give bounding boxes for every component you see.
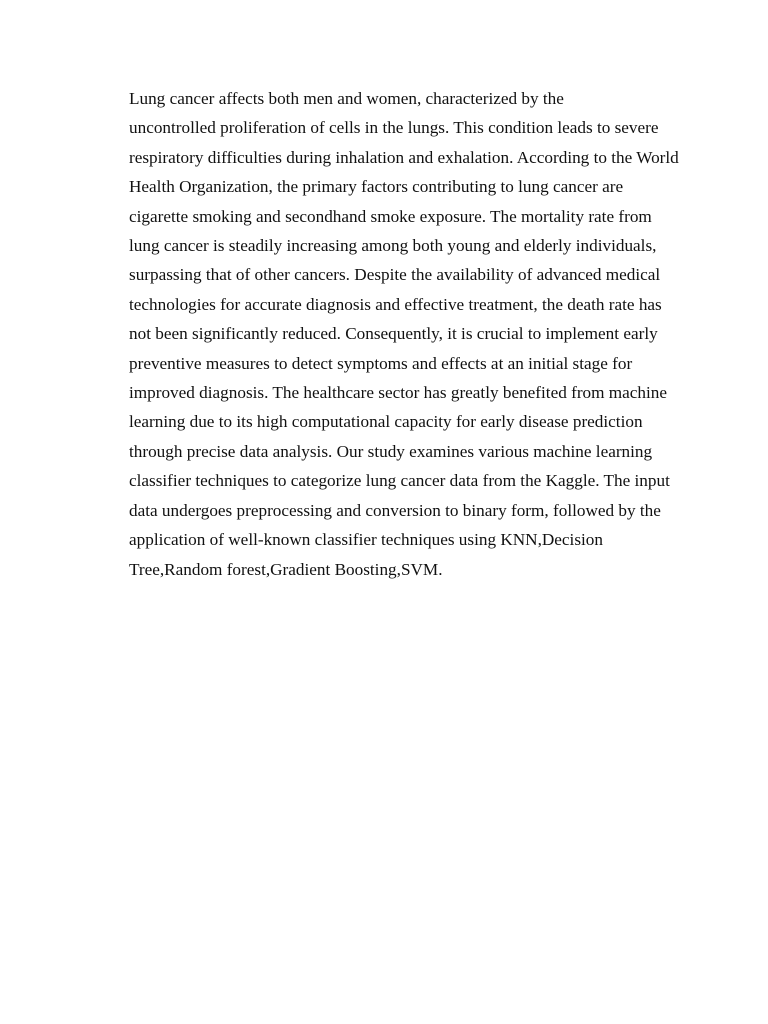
paragraph-line: cigarette smoking and secondhand smoke exposure. The mortality rate from xyxy=(129,206,652,226)
paragraph-line: through precise data analysis. Our study examines various machine learning xyxy=(129,441,653,461)
paragraph-line: classifier techniques to categorize lung cancer data from the Kaggle. The input xyxy=(129,471,670,491)
paragraph-line: preventive measures to detect symptoms and effects at an initial stage for xyxy=(129,353,633,373)
paragraph-line: data undergoes preprocessing and conversion to binary form, followed by the xyxy=(129,500,661,520)
paragraph-line: learning due to its high computational capacity for early disease prediction xyxy=(129,412,643,432)
paragraph-line: respiratory difficulties during inhalation and exhalation. According to the World xyxy=(129,147,679,167)
paragraph-line: lung cancer is steadily increasing among both young and elderly individuals, xyxy=(129,236,657,256)
paragraph-line: Lung cancer affects both men and women, characterized by the xyxy=(129,89,564,108)
paragraph-line: uncontrolled proliferation of cells in the lungs. This condition leads to severe xyxy=(129,118,659,138)
paragraph-line: Health Organization, the primary factors contributing to lung cancer are xyxy=(129,177,624,197)
paragraph-line: application of well-known classifier techniques using KNN,Decision xyxy=(129,530,603,550)
abstract-paragraph xyxy=(93,84,678,584)
paragraph-line: Tree,Random forest,Gradient Boosting,SVM. xyxy=(129,559,443,579)
paragraph-line: improved diagnosis. The healthcare sector has greatly benefited from machine xyxy=(129,383,668,403)
paragraph-line: not been significantly reduced. Consequently, it is crucial to implement early xyxy=(129,324,658,344)
paragraph-line: surpassing that of other cancers. Despite the availability of advanced medical xyxy=(129,265,661,285)
paragraph-line: technologies for accurate diagnosis and effective treatment, the death rate has xyxy=(129,294,662,314)
